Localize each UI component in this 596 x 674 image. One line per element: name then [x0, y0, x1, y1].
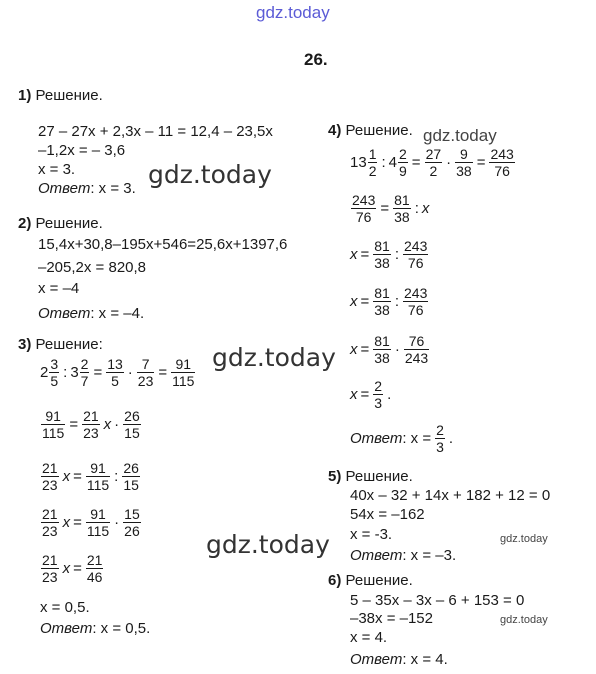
fraction: 243 76 — [404, 238, 428, 271]
answer-line — [38, 305, 144, 323]
solution-heading: Решение. — [35, 87, 103, 104]
fraction: $\frac{13}{5}$ — [107, 356, 123, 389]
equation-line: x = 3. — [38, 161, 76, 178]
equation-line: 15,4x+30,8–195x+546=25,6x+1397,6 — [38, 236, 288, 253]
watermark-top: gdz.today — [256, 3, 330, 22]
answer-line — [350, 547, 456, 565]
fraction: $\frac{91}{115}$ — [86, 506, 110, 539]
answer-line: Ответ: x = $\frac{2}{3}$ . — [350, 422, 454, 455]
problem-5-header — [328, 468, 413, 486]
fraction: $\frac{2}{3}$ — [436, 422, 444, 455]
fraction: $\frac{81}{38}$ — [374, 238, 390, 271]
solution-heading: Решение: — [35, 336, 103, 353]
problem-4-header — [328, 122, 413, 140]
answer-value: : x = 4. — [402, 651, 448, 668]
answer-line — [350, 651, 448, 669]
problem-number: 5) — [328, 468, 342, 485]
fraction: 26 15 — [123, 460, 139, 493]
solution-heading: Решение. — [35, 215, 103, 232]
answer-value: : x = — [402, 430, 432, 447]
fraction: $\frac{2}{3}$ — [374, 378, 383, 411]
equation-line: x = 4. — [350, 629, 388, 646]
fraction-equation: 2 3 5 : 3 2 7 = $\frac{13}{5}$ · $\frac{7}{23}$ = $\frac{91}{115}$ — [40, 356, 195, 389]
mixed-number: 2 3 5 — [40, 356, 59, 389]
watermark: gdz.today — [423, 126, 497, 145]
answer-word: Ответ — [40, 620, 93, 637]
equation-line: 27 – 27x + 2,3x – 11 = 12,4 – 23,5x — [38, 123, 273, 140]
page-title: 26. — [304, 50, 328, 69]
answer-value: : x = 3. — [90, 180, 136, 197]
problem-number: 2) — [18, 215, 32, 232]
equation-line: –205,2x = 820,8 — [38, 259, 147, 276]
fraction: $\frac{243}{76}$ — [490, 146, 514, 179]
mixed-number: 3 2 7 — [70, 356, 89, 389]
fraction-equation: $\frac{91}{115}$ = $\frac{21}{23}$ x · 26 15 — [42, 408, 140, 441]
equation-line: x = -3. — [350, 526, 393, 543]
fraction-equation: x = $\frac{81}{38}$ · 76 243 — [350, 333, 429, 366]
fraction-equation: 13 1 2 : 4 2 9 = $\frac{27}{2}$ · $\frac{9}{38}$ = $\frac{243}{76}$ — [350, 146, 514, 179]
mixed-number: 4 2 9 — [388, 146, 407, 179]
problem-number: 1) — [18, 87, 32, 104]
fraction-equation: $\frac{243}{76}$ = $\frac{81}{38}$ : x — [352, 192, 430, 225]
fraction: $\frac{21}{23}$ — [83, 408, 99, 441]
answer-word: Ответ — [350, 547, 403, 564]
answer-value: : x = –3. — [402, 547, 457, 564]
fraction: $\frac{81}{38}$ — [374, 285, 390, 318]
equation-line: 5 – 35x – 3x – 6 + 153 = 0 — [350, 592, 525, 609]
answer-word: Ответ — [38, 305, 91, 322]
fraction-equation: x = $\frac{81}{38}$ : 243 76 — [350, 238, 428, 271]
fraction-equation: x = $\frac{2}{3}$ . — [350, 378, 392, 411]
watermark: gdz.today — [212, 343, 336, 372]
fraction: $\frac{91}{115}$ — [86, 460, 110, 493]
problem-2-header — [18, 215, 103, 233]
fraction: $\frac{21}{46}$ — [86, 552, 103, 585]
solution-heading: Решение. — [345, 122, 413, 139]
fraction-equation: 21 23 x = $\frac{91}{115}$ : 26 15 — [42, 460, 139, 493]
fraction-equation: 21 23 x = $\frac{21}{46}$ — [42, 552, 103, 585]
solution-heading: Решение. — [345, 572, 413, 589]
solution-heading: Решение. — [345, 468, 413, 485]
problem-1-header — [18, 87, 103, 105]
equation-line: –1,2x = – 3,6 — [38, 142, 126, 159]
fraction: 26 15 — [124, 408, 140, 441]
problem-number: 3) — [18, 336, 32, 353]
fraction: 21 23 — [42, 460, 58, 493]
watermark: gdz.today — [500, 614, 548, 626]
fraction: $\frac{91}{115}$ — [172, 356, 195, 389]
equation-line: –38x = –152 — [350, 610, 433, 627]
fraction: $\frac{81}{38}$ — [374, 333, 390, 366]
fraction-equation: x = $\frac{81}{38}$ : 243 76 — [350, 285, 428, 318]
fraction: $\frac{9}{38}$ — [456, 146, 472, 179]
answer-line — [38, 180, 136, 198]
fraction: 21 23 — [42, 506, 58, 539]
problem-3-header — [18, 336, 103, 354]
fraction: 15 26 — [124, 506, 140, 539]
answer-word: Ответ — [38, 180, 91, 197]
fraction: $\frac{81}{38}$ — [394, 192, 410, 225]
watermark: gdz.today — [148, 160, 272, 189]
equation-line: x = –4 — [38, 280, 80, 297]
answer-line — [40, 620, 150, 638]
answer-value: : x = 0,5. — [92, 620, 151, 637]
watermark: gdz.today — [206, 530, 330, 559]
equation-line: x = 0,5. — [40, 599, 90, 616]
fraction-equation: 21 23 x = $\frac{91}{115}$ · 15 26 — [42, 506, 140, 539]
problem-number: 6) — [328, 572, 342, 589]
mixed-number: 13 1 2 — [350, 146, 377, 179]
fraction: 76 243 — [404, 333, 429, 366]
problem-number: 4) — [328, 122, 342, 139]
fraction: $\frac{7}{23}$ — [137, 356, 154, 389]
fraction: $\frac{91}{115}$ — [42, 408, 65, 441]
fraction: 243 76 — [404, 285, 428, 318]
equation-line: 54x = –162 — [350, 506, 425, 523]
fraction: $\frac{243}{76}$ — [352, 192, 376, 225]
equation-line: 40x – 32 + 14x + 182 + 12 = 0 — [350, 487, 551, 504]
answer-word: Ответ — [350, 651, 403, 668]
fraction: $\frac{27}{2}$ — [425, 146, 442, 179]
problem-6-header — [328, 572, 413, 590]
answer-value: : x = –4. — [90, 305, 145, 322]
fraction: 21 23 — [42, 552, 58, 585]
watermark: gdz.today — [500, 533, 548, 545]
answer-word: Ответ — [350, 430, 403, 447]
